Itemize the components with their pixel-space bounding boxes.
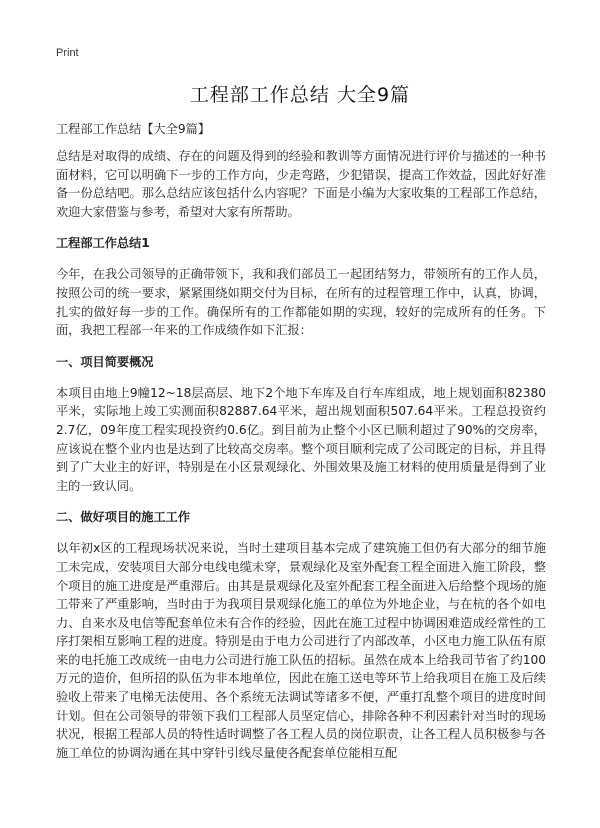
section1-paragraph: 今年，在我公司领导的正确带领下，我和我们部员工一起团结努力，带领所有的工作人员，按照公司的统一要求，紧紧围绕如期交付为目标，在所有的过程管理工作中，认真，协调，扎实的做好每一步的工作。确保所有的工作都能如期的实现，较好的完成所有的任务。下面，我把工程部一年来的工作成绩作如下汇报： (56, 267, 546, 338)
part2-heading: 二、做好项目的施工工作 (56, 510, 191, 525)
part2-paragraph: 以年初x区的工程现场状况来说，当时土建项目基本完成了建筑施工但仍有大部分的细节施工未完成，安装项目大部分电线电缆未穿，景观绿化及室外配套工程全面进入施工阶段，整个项目的施工进度是严重滞后。由其是景观绿化及室外配套工程全面进入后给整个现场的施工带来了严重影响，当时由于为我项目景观绿化施工的单位为外地企业，与在杭的各个如电力、自来水及电信等配套单位未有合作的经验，因此在施工过程中协调困难造成经常性的工序打架相互影响工程的进度。特别是由于电力公司进行了内部改革，小区电力施工队伍有原来的电托施工改成统一由电力公司进行施工队伍的招标。虽然在成本上给我司节省了约100万元的造价，但所招的队伍为非本地单位，因此在施工送电等环节上给我项目在施工及后续验收上带来了电梯无法使用、各个系统无法调试等诸多不便，严重打乱整个项目的进度时间计划。但在公司领导的带领下我们工程部人员坚定信心，排除各种不利因素针对当时的现场状况，根据工程部人员的特性适时调整了各工程人员的岗位职责，让各工程人员积极参与各施工单位的协调沟通在其中穿针引线尽量使各配套单位能相互配 (56, 541, 546, 760)
part1-paragraph: 本项目由地上9幢12~18层高层、地下2个地下车库及自行车库组成，地上规划面积82380平米，实际地上竣工实测面积82887.64平米，超出规划面积507.64平米。工程总投资约2.7亿，09年度工程实现投资约0.6亿。到目前为止整个小区已顺利超过了90%的交房率，应该说在整个业内也是达到了比较高交房率。整个项目顺利完成了公司既定的目标，并且得到了广大业主的好评，特别是在小区景观绿化、外围效果及施工材料的使用质量是得到了业主的一致认同。 (56, 385, 546, 493)
page-title: 工程部工作总结 大全9篇 (189, 84, 411, 106)
document-body (56, 120, 546, 775)
intro-paragraph: 总结是对取得的成绩、存在的问题及得到的经验和教训等方面情况进行评价与描述的一种书面材料，它可以明确下一步的工作方向，少走弯路，少犯错误，提高工作效益，因此好好准备一份总结吧。那么总结应该包括什么内容呢？下面是小编为大家收集的工程部工作总结，欢迎大家借鉴与参考，希望对大家有所帮助。 (56, 149, 546, 219)
section-heading-1: 工程部工作总结1 (56, 236, 150, 251)
document-subtitle: 工程部工作总结【大全9篇】 (56, 122, 211, 136)
print-label: Print (56, 47, 79, 59)
part1-heading: 一、项目简要概况 (56, 354, 154, 369)
